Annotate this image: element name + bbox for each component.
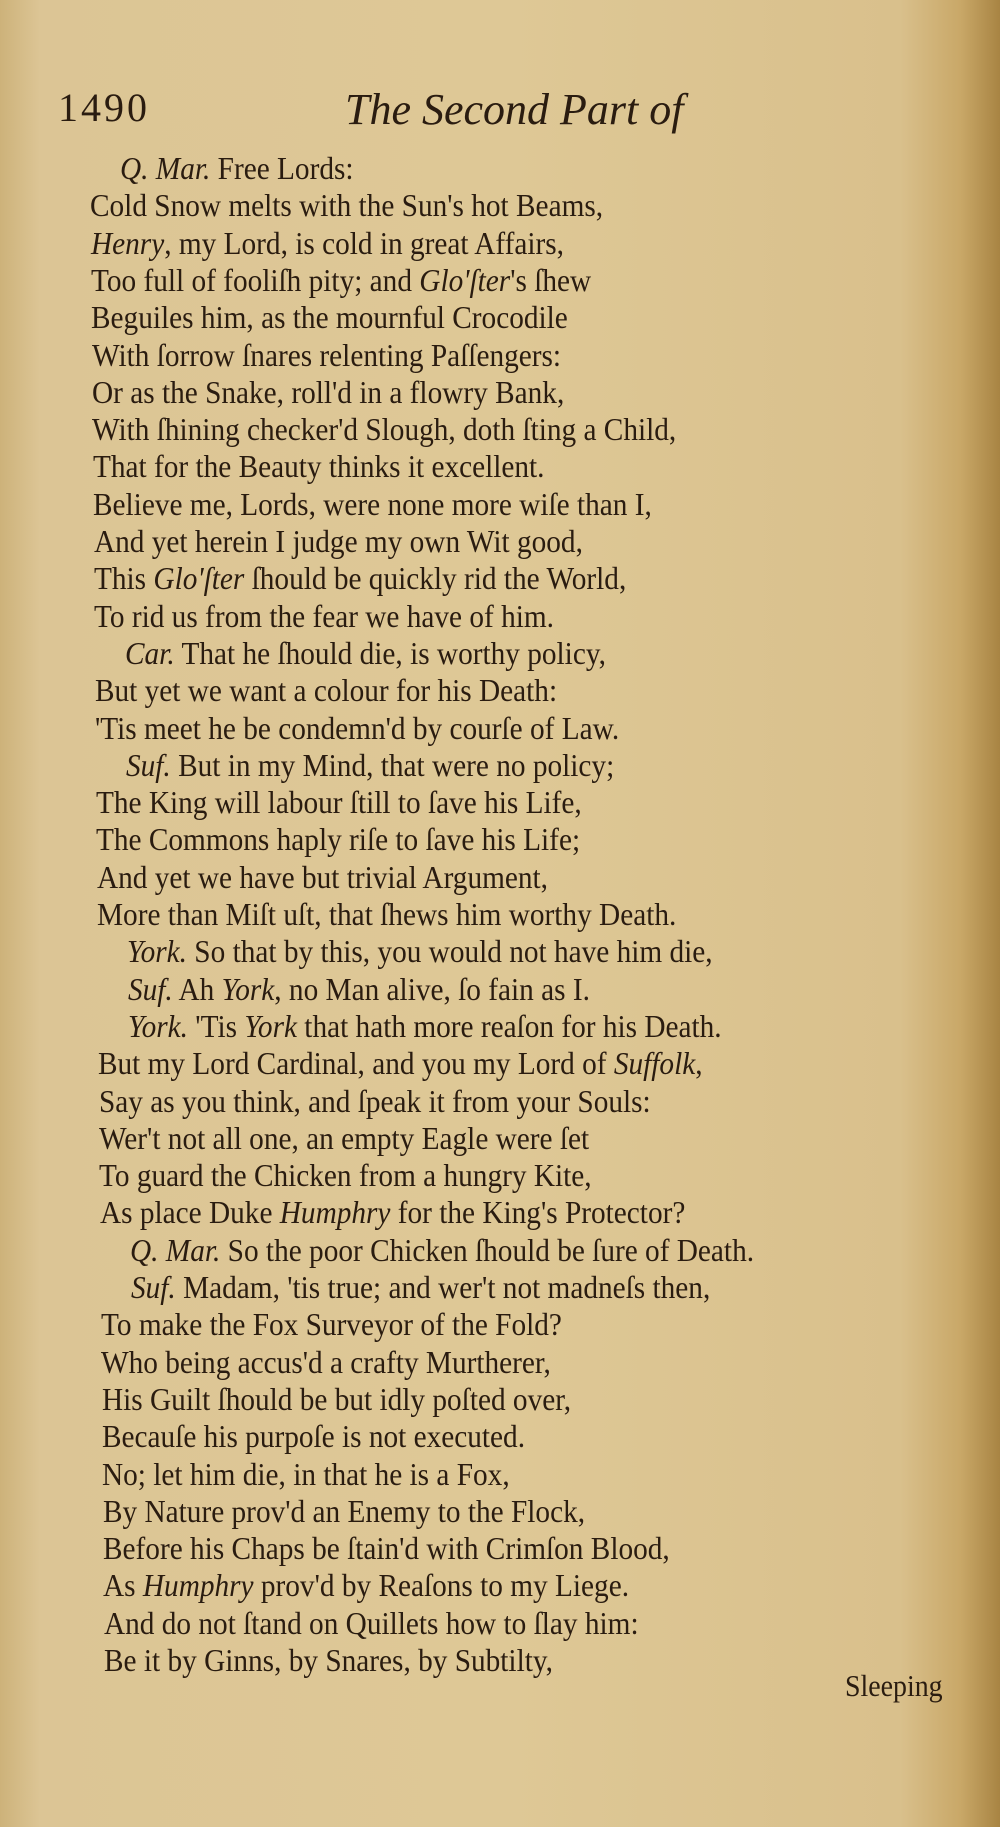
italic-text: York. bbox=[127, 934, 188, 970]
verse-line bbox=[92, 337, 561, 374]
line-text: Madam, 'tis true; and wer't not madneſs then, bbox=[175, 1270, 710, 1305]
italic-text: York bbox=[244, 1008, 298, 1044]
italic-text: Suf. bbox=[130, 1270, 176, 1305]
line-text: But yet we want a colour for his Death: bbox=[94, 673, 557, 709]
line-text: More than Miſt uſt, that ſhews him worthy Death. bbox=[97, 897, 677, 932]
verse-line bbox=[91, 262, 591, 299]
verse-line bbox=[96, 821, 580, 858]
verse-line bbox=[128, 1008, 722, 1045]
line-text: 'Tis bbox=[188, 1008, 245, 1044]
catchword: Sleeping bbox=[845, 1668, 943, 1703]
line-text: But my Lord Cardinal, and you my Lord of bbox=[98, 1046, 615, 1082]
line-text: To make the Fox Surveyor of the Fold? bbox=[100, 1307, 562, 1343]
verse-line bbox=[102, 1456, 510, 1493]
verse-line bbox=[95, 672, 557, 709]
italic-text: Glo'ſter bbox=[153, 561, 245, 597]
line-text: Believe me, Lords, were none more wiſe than I, bbox=[93, 486, 652, 522]
line-text: Becauſe his purpoſe is not executed. bbox=[101, 1419, 525, 1455]
line-text: Free Lords: bbox=[210, 151, 354, 186]
line-text: Before his Chaps be ſtain'd with Crimſon Blood, bbox=[102, 1531, 670, 1567]
verse-line bbox=[101, 1306, 562, 1343]
line-text: By Nature prov'd an Enemy to the Flock, bbox=[102, 1493, 585, 1529]
italic-text: Suf. bbox=[125, 747, 171, 783]
verse-line bbox=[94, 598, 554, 635]
verse-line bbox=[101, 1344, 551, 1381]
line-text: And yet herein I judge my own Wit good, bbox=[93, 524, 583, 559]
italic-text: Suffolk bbox=[614, 1046, 696, 1082]
line-text: prov'd by Reaſons to my Liege. bbox=[253, 1568, 630, 1604]
verse-line bbox=[120, 150, 354, 187]
verse-line bbox=[90, 187, 603, 224]
verse-line bbox=[96, 784, 582, 821]
line-text: His Guilt ſhould be but idly poſted over, bbox=[101, 1381, 571, 1417]
line-text: No; let him die, in that he is a Fox, bbox=[102, 1456, 510, 1492]
line-text: That he ſhould die, is worthy policy, bbox=[174, 635, 606, 671]
verse-line bbox=[103, 1530, 670, 1567]
verse-line bbox=[92, 374, 564, 411]
line-text: With ſhining checker'd Slough, doth ſting a Child, bbox=[92, 412, 677, 448]
line-text: And do not ſtand on Quillets how to ſlay him: bbox=[103, 1605, 639, 1641]
italic-text: Suf. bbox=[127, 971, 173, 1007]
line-text: But in my Mind, that were no policy; bbox=[170, 747, 614, 783]
line-text: Ah bbox=[172, 971, 222, 1007]
line-text: Say as you think, and ſpeak it from your Souls: bbox=[98, 1083, 651, 1119]
verse-line bbox=[125, 635, 606, 672]
verse-line bbox=[102, 1418, 525, 1455]
verse-line bbox=[130, 1232, 754, 1269]
verse-line bbox=[91, 225, 564, 262]
verse-line bbox=[93, 486, 652, 523]
line-text: And yet we have but trivial Argument, bbox=[96, 859, 548, 895]
page-number: 1490 bbox=[58, 85, 150, 130]
verse-line bbox=[100, 1194, 685, 1231]
line-text: With ſorrow ſnares relenting Paſſengers: bbox=[91, 337, 561, 373]
line-text: Too full of fooliſh pity; and bbox=[91, 262, 420, 298]
verse-line bbox=[95, 710, 619, 747]
line-text: So the poor Chicken ſhould be ſure of Death. bbox=[220, 1232, 755, 1268]
italic-text: Humphry bbox=[279, 1195, 391, 1231]
line-text: , no Man alive, ſo fain as I. bbox=[273, 971, 590, 1007]
line-text: Cold Snow melts with the Sun's hot Beams, bbox=[90, 188, 604, 224]
italic-text: Q. Mar. bbox=[120, 151, 211, 186]
verse-line bbox=[91, 299, 568, 336]
verse-line bbox=[97, 896, 676, 933]
line-text: for the King's Protector? bbox=[390, 1195, 686, 1231]
verse-line bbox=[94, 523, 583, 560]
line-text: The King will labour ſtill to ſave his Life, bbox=[95, 785, 582, 821]
italic-text: York bbox=[221, 971, 274, 1007]
verse-line bbox=[99, 1157, 592, 1194]
line-text: Be it by Ginns, by Snares, by Subtilty, bbox=[104, 1643, 553, 1678]
line-text: As place Duke bbox=[99, 1195, 280, 1231]
line-text: This bbox=[93, 561, 154, 597]
line-text: , my Lord, is cold in great Affairs, bbox=[163, 225, 564, 261]
line-text: 'Tis meet he be condemn'd by courſe of Law. bbox=[95, 710, 620, 746]
verse-line bbox=[127, 933, 713, 970]
verse-line bbox=[97, 859, 548, 896]
line-text: , bbox=[695, 1046, 703, 1082]
verse-line bbox=[126, 747, 614, 784]
italic-text: Car. bbox=[124, 635, 175, 671]
italic-text: York. bbox=[128, 1008, 189, 1044]
line-text: That for the Beauty thinks it excellent. bbox=[92, 449, 545, 485]
italic-text: Henry bbox=[90, 225, 164, 261]
line-text: So that by this, you would not have him die, bbox=[187, 934, 713, 970]
verse-line bbox=[103, 1493, 585, 1530]
line-text: 's ſhew bbox=[510, 262, 592, 298]
verse-line bbox=[92, 411, 676, 448]
line-text: Wer't not all one, an empty Eagle were ſet bbox=[99, 1120, 590, 1156]
line-text: To rid us from the fear we have of him. bbox=[94, 598, 555, 634]
running-title: The Second Part of bbox=[345, 85, 684, 134]
verse-line bbox=[99, 1120, 589, 1157]
line-text: The Commons haply riſe to ſave his Life; bbox=[96, 822, 581, 858]
line-text: To guard the Chicken from a hungry Kite, bbox=[99, 1158, 593, 1194]
verse-line bbox=[103, 1567, 629, 1604]
italic-text: Q. Mar. bbox=[130, 1232, 221, 1268]
line-text: Who being accus'd a crafty Murtherer, bbox=[101, 1344, 552, 1380]
line-text: Or as the Snake, roll'd in a flowry Bank, bbox=[92, 374, 565, 410]
verse-line bbox=[98, 1045, 703, 1082]
verse-line bbox=[128, 971, 590, 1008]
verse-line bbox=[131, 1269, 710, 1306]
verse-line bbox=[93, 448, 545, 485]
italic-text: Humphry bbox=[143, 1568, 254, 1604]
line-text: ſhould be quickly rid the World, bbox=[244, 561, 627, 597]
verse-line bbox=[99, 1083, 651, 1120]
verse-line bbox=[94, 560, 626, 597]
verse-line bbox=[102, 1381, 571, 1418]
line-text: As bbox=[103, 1568, 144, 1604]
line-text: Beguiles him, as the mournful Crocodile bbox=[91, 300, 569, 336]
verse-line bbox=[104, 1642, 553, 1679]
italic-text: Glo'ſter bbox=[419, 262, 511, 298]
verse-line bbox=[104, 1605, 639, 1642]
line-text: that hath more reaſon for his Death. bbox=[297, 1008, 722, 1044]
